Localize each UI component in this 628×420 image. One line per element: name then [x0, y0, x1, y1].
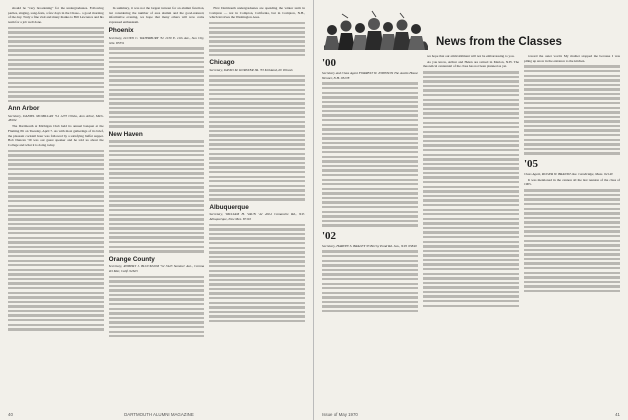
section-heading-new-haven: New Haven [108, 130, 143, 138]
secretary-line: Class Agent, ROGER W. BRANDT Ave. Cambridge, Mass. 02140 [524, 171, 613, 176]
section-banner [322, 4, 620, 50]
secretary-line: Secretary, HARVEY S. BRALEY 33 Birchy Pond Rd. Jan., N.H. 03840 [322, 243, 417, 248]
section-heading-orange-county: Orange County [108, 255, 155, 263]
page-footer [8, 412, 305, 417]
column-intro: In summary, it was not the largest turnout for an alumni function, but considering the number of area alumni and the good-natured, informative evening, we hope that many others will now come expressed enthusiasm. [108, 6, 205, 24]
left-column-1 [8, 6, 104, 404]
column-intro: toward the outer world. My mother stopped me because I was piling up snow in the entrance to the kitchen. [524, 54, 620, 63]
secretary-line: Secretary, LLOYD C. WATERBURY '32 1130 E. 11th Ave., Sun City, Ariz. 85351 [108, 35, 205, 45]
section-heading-chicago: Chicago [209, 59, 235, 67]
publication-name: DARTMOUTH ALUMNI MAGAZINE [124, 412, 194, 417]
section-heading-phoenix: Phoenix [108, 27, 134, 35]
secretary-line: Secretary, ROBERT J. BLOCKSOM '52 3423 Summer Ave., Corona del Mar, Calif. 92625 [108, 264, 205, 273]
page-number: 41 [615, 412, 620, 417]
secretary-line: Secretary, DAVID M. KURSTER JR. '33 Kirkland, Ill. Illinois [209, 68, 293, 72]
crowd-illustration [322, 6, 430, 50]
page-footer [322, 412, 620, 417]
secretary-line: Secretary, DANIEL MCMILLAN '54 1473 Olivia, Ann Arbor, Mich. 48104 [8, 113, 104, 123]
issue-date: Issue of May 1970 [322, 412, 358, 417]
section-body: As you know, Arthur and Helen are retired in Marion, N.H. The theoretical centennial of the class has not been planned as yet. [423, 59, 519, 69]
section-body: It was mentioned in the cannon all the last reunion of the class of 1905. [524, 177, 620, 187]
body-text [322, 82, 418, 226]
right-column-2 [423, 54, 519, 404]
body-text [209, 224, 305, 323]
section-heading-albuquerque: Albuquerque [209, 203, 249, 211]
column-intro: should be "very broadening" for the undergraduates. Following parties, singing, song-fests, a few days in the Chase... a good morning of the day. Truly a fine visit and many thanks to Bill Lawrence and his team for a job well done. [8, 6, 104, 24]
section-heading-ann-arbor: Ann Arbor [8, 105, 40, 113]
body-text [322, 250, 418, 312]
body-text [109, 47, 205, 127]
class-year-heading: '05 [524, 157, 539, 170]
body-text [209, 22, 305, 56]
right-column-3 [524, 54, 620, 404]
secretary-line: Secretary and Class Agent FORREST W. JOHNSON The Austin House Wenner, N.H. 03278 [322, 71, 418, 80]
class-year-heading: '02 [322, 229, 337, 242]
right-page [314, 0, 628, 420]
class-year-heading: '00 [322, 57, 337, 69]
column-intro: we hope that our amlicabilment will not be embarrassing to you. [427, 54, 515, 58]
body-text [109, 276, 205, 338]
secretary-line: Secretary, WILLIAM H. VAUN '42 4024 Comanche Rd., N.E. Albuquerque, New Mex. 87110 [209, 212, 306, 221]
section-body: The Dartmouth at Michigan Club held its annual banquet at the Flaming Pit on Tuesday, April 7. As with most gatherings of its brief, the pleasant cocktail hour was followed by a satisfying buffet supper. Bob Duncan '39 was our guest speaker and he told us about the College and what it is doing today. [8, 124, 104, 147]
page-number: 40 [8, 412, 13, 417]
right-column-1 [322, 54, 418, 404]
body-text [524, 65, 620, 154]
body-text [8, 150, 104, 331]
banner-title: News from the Classes [436, 36, 562, 48]
left-column-2 [109, 6, 205, 404]
body-text [109, 140, 205, 252]
body-text [8, 27, 104, 103]
body-text [423, 71, 519, 307]
body-text [524, 189, 620, 292]
body-text [209, 75, 305, 201]
left-column-3 [209, 6, 305, 404]
column-intro: First Dartmouth undergraduates are spending the winter term in Compton — not in Compton, California, but in Compton, N.H., which involves the Washington Area. [209, 6, 306, 20]
